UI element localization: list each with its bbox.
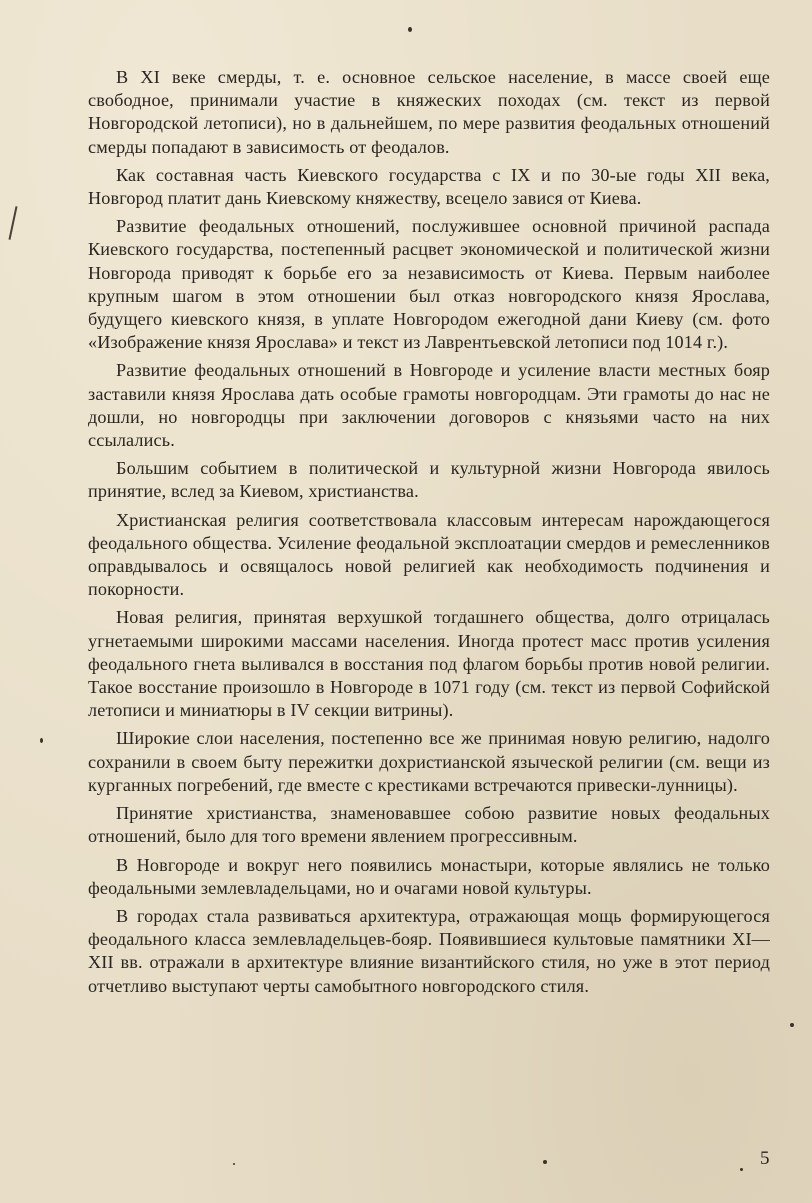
ink-speck bbox=[233, 1163, 235, 1165]
paragraph-2: Как составная часть Киевского государства с IX и по 30-ые годы XII века, Новгород платит дань Киевскому княжеству, всецело завися от Киева. bbox=[88, 164, 770, 209]
paragraph-10: В Новгороде и вокруг него появились монастыри, которые являлись не только феодальными землевладельцами, но и очагами новой культуры. bbox=[88, 854, 770, 898]
paragraph-5: Большим событием в политической и культурной жизни Новгорода явилось принятие, вслед за Киевом, христианства. bbox=[88, 458, 770, 502]
page-number: 5 bbox=[760, 1148, 770, 1169]
ink-speck bbox=[40, 738, 43, 743]
paragraph-11: В городах стала развиваться архитектура, отражающая мощь формирующегося феодального класса землевладельцев-бояр. Появившиеся культовые памятники XI—XII вв. отражали в архитектуре влияние византийского стиля, но уже в этот период отчетливо выступают черты самобытного новгородского стиля. bbox=[88, 905, 770, 996]
body-text bbox=[88, 66, 770, 1003]
paragraph-6: Христианская религия соответствовала классовым интересам нарождающегося феодального общества. Усиление феодальной эксплоатации смердов и ремесленников оправдывалось и освящалось новой религией как необходимость подчинения и покорности. bbox=[88, 509, 770, 600]
ink-speck bbox=[543, 1160, 547, 1164]
ink-speck bbox=[790, 1023, 794, 1027]
paragraph-4: Развитие феодальных отношений в Новгороде и усиление власти местных бояр заставили князя Ярослава дать особые грамоты новгородцам. Эти грамоты до нас не дошли, но новгородцы при заключении договоров с князьями часто на них ссылались. bbox=[88, 360, 770, 451]
paragraph-1: В XI веке смерды, т. е. основное сельское население, в массе своей еще свободное, принимали участие в княжеских походах (см. текст из первой Новгородской летописи), но в дальнейшем, по мере развития феодальных отношений смерды попадают в зависимость от феодалов. bbox=[88, 67, 770, 157]
paragraph-7: Новая религия, принятая верхушкой тогдашнего общества, долго отрицалась угнетаемыми широкими массами населения. Иногда протест масс против усиления феодального гнета выливался в восстания под флагом борьбы против новой религии. Такое восстание произошло в Новгороде в 1071 году (см. текст из первой Софийской летописи и миниатюры в IV секции витрины). bbox=[88, 607, 770, 721]
ink-speck bbox=[740, 1168, 743, 1171]
paragraph-9: Принятие христианства, знаменовавшее собою развитие новых феодальных отношений, было для того времени явлением прогрессивным. bbox=[88, 803, 770, 847]
paragraph-8: Широкие слои населения, постепенно все же принимая новую религию, надолго сохранили в своем быту пережитки дохристианской языческой религии (см. вещи из курганных погребений, где вместе с крестиками встречаются привески-лунницы). bbox=[88, 728, 770, 795]
ink-speck bbox=[408, 27, 412, 32]
margin-mark bbox=[8, 206, 17, 240]
paragraph-3: Развитие феодальных отношений, послужившее основной причиной распада Киевского государства, постепенный расцвет экономической и политической жизни Новгорода приводят к борьбе его за независимость от Киева. Первым наиболее крупным шагом в этом отношении был отказ новгородского князя Ярослава, будущего киевского князя, в уплате Новгородом ежегодной дани Киеву (см. фото «Изображение князя Ярослава» и текст из Лаврентьевской летописи под 1014 г.). bbox=[88, 216, 770, 353]
